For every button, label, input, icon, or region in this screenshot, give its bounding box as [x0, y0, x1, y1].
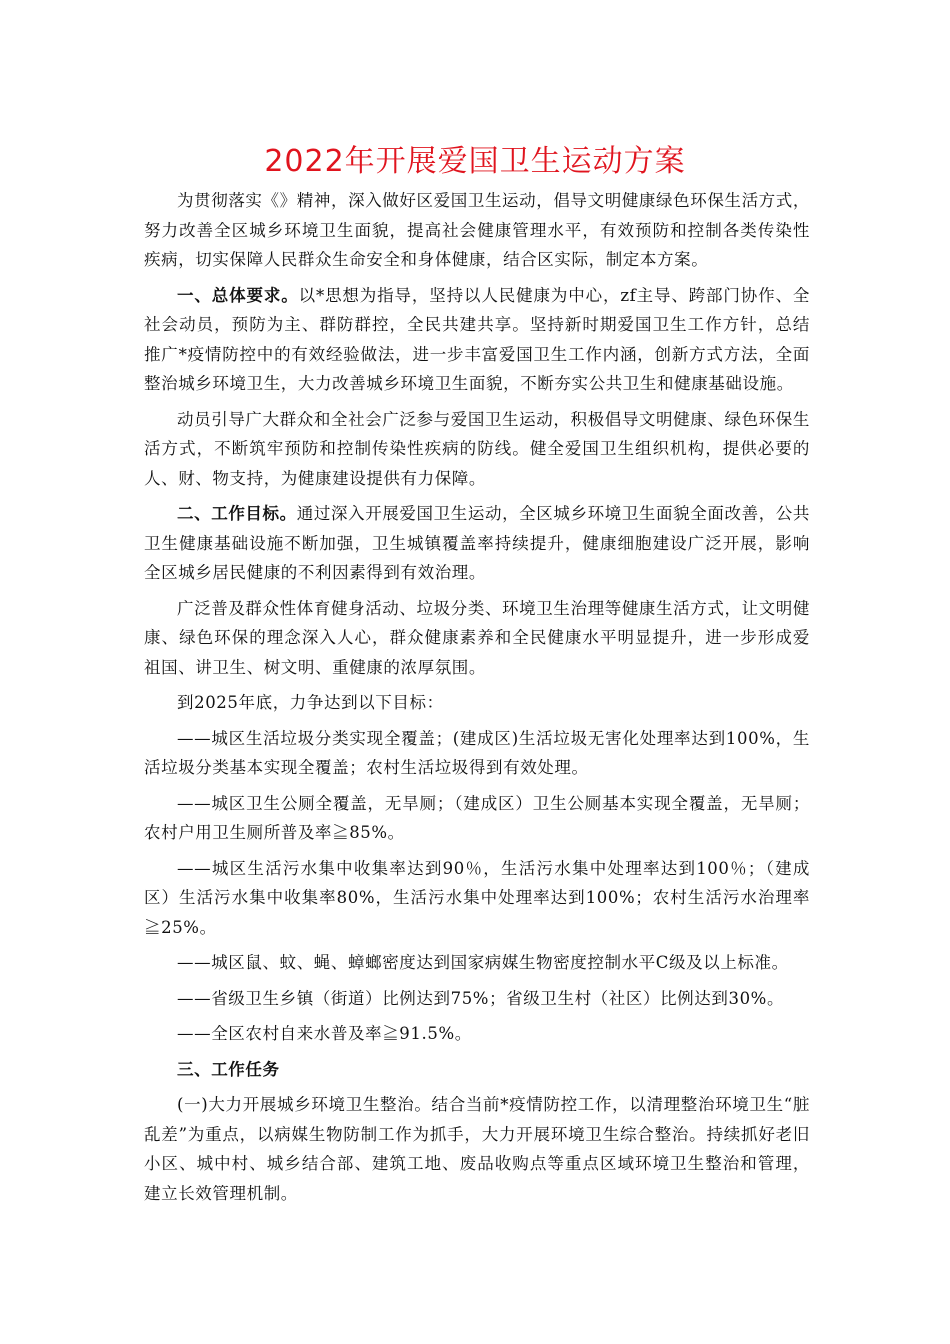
goal-item: ——城区生活污水集中收集率达到90％，生活污水集中处理率达到100％；（建成区）生活污水集中收集率80%，生活污水集中处理率达到100%；农村生活污水治理率≧25%。	[144, 858, 810, 937]
task-1-paragraph: (一)大力开展城乡环境卫生整治。结合当前*疫情防控工作，以清理整治环境卫生“脏乱差”为重点，以病媒生物防制工作为抓手，大力开展环境卫生综合整治。持续抓好老旧小区、城中村、城乡结合部、建筑工地、废品收购点等重点区域环境卫生整治和管理，建立长效管理机制。	[144, 1095, 810, 1203]
section-2-paragraph	[144, 499, 810, 588]
section-2-heading: 二、工作目标。	[177, 504, 297, 523]
goal-item: ——城区鼠、蚊、蝇、蟑螂密度达到国家病媒生物密度控制水平C级及以上标准。	[177, 953, 789, 972]
section-1-text: 以*思想为指导，坚持以人民健康为中心，zf主导、跨部门协作、全社会动员，预防为主、群防群控，全民共建共享。坚持新时期爱国卫生工作方针，总结推广*疫情防控中的有效经验做法，进一步丰富爱国卫生工作内涵，创新方式方法，全面整治城乡环境卫生，大力改善城乡环境卫生面貌，不断夯实公共卫生和健康基础设施。	[144, 285, 810, 393]
section-2-paragraph-2: 广泛普及群众性体育健身活动、垃圾分类、环境卫生治理等健康生活方式，让文明健康、绿色环保的理念深入人心，群众健康素养和全民健康水平明显提升，进一步形成爱祖国、讲卫生、树文明、重健康的浓厚氛围。	[144, 598, 810, 677]
section-1-paragraph-2: 动员引导广大群众和全社会广泛参与爱国卫生运动，积极倡导文明健康、绿色环保生活方式，不断筑牢预防和控制传染性疾病的防线。健全爱国卫生组织机构，提供必要的人、财、物支持，为健康建设提供有力保障。	[144, 409, 810, 488]
document-body	[144, 186, 810, 1214]
section-2-text: 通过深入开展爱国卫生运动，全区城乡环境卫生面貌全面改善，公共卫生健康基础设施不断加强，卫生城镇覆盖率持续提升，健康细胞建设广泛开展，影响全区城乡居民健康的不利因素得到有效治理。	[144, 504, 811, 582]
goal-item: ——城区生活垃圾分类实现全覆盖；(建成区)生活垃圾无害化处理率达到100%，生活垃圾分类基本实现全覆盖；农村生活垃圾得到有效处理。	[144, 728, 810, 777]
section-1-paragraph	[144, 281, 810, 399]
goal-item: ——城区卫生公厕全覆盖，无旱厕；（建成区）卫生公厕基本实现全覆盖，无旱厕；农村户用卫生厕所普及率≧85%。	[144, 793, 810, 842]
document-title: 2022年开展爱国卫生运动方案	[264, 144, 686, 179]
goal-item: ——省级卫生乡镇（街道）比例达到75%；省级卫生村（社区）比例达到30%。	[177, 988, 785, 1008]
intro-paragraph: 为贯彻落实《》精神，深入做好区爱国卫生运动，倡导文明健康绿色环保生活方式，努力改善全区城乡环境卫生面貌，提高社会健康管理水平，有效预防和控制各类传染性疾病，切实保障人民群众生命安全和身体健康，结合区实际，制定本方案。	[144, 191, 810, 269]
section-3-heading: 三、工作任务	[177, 1059, 280, 1079]
goal-item: ——全区农村自来水普及率≧91.5%。	[177, 1024, 472, 1043]
goals-intro: 到2025年底，力争达到以下目标：	[177, 693, 444, 712]
section-1-heading: 一、总体要求。	[177, 285, 299, 305]
